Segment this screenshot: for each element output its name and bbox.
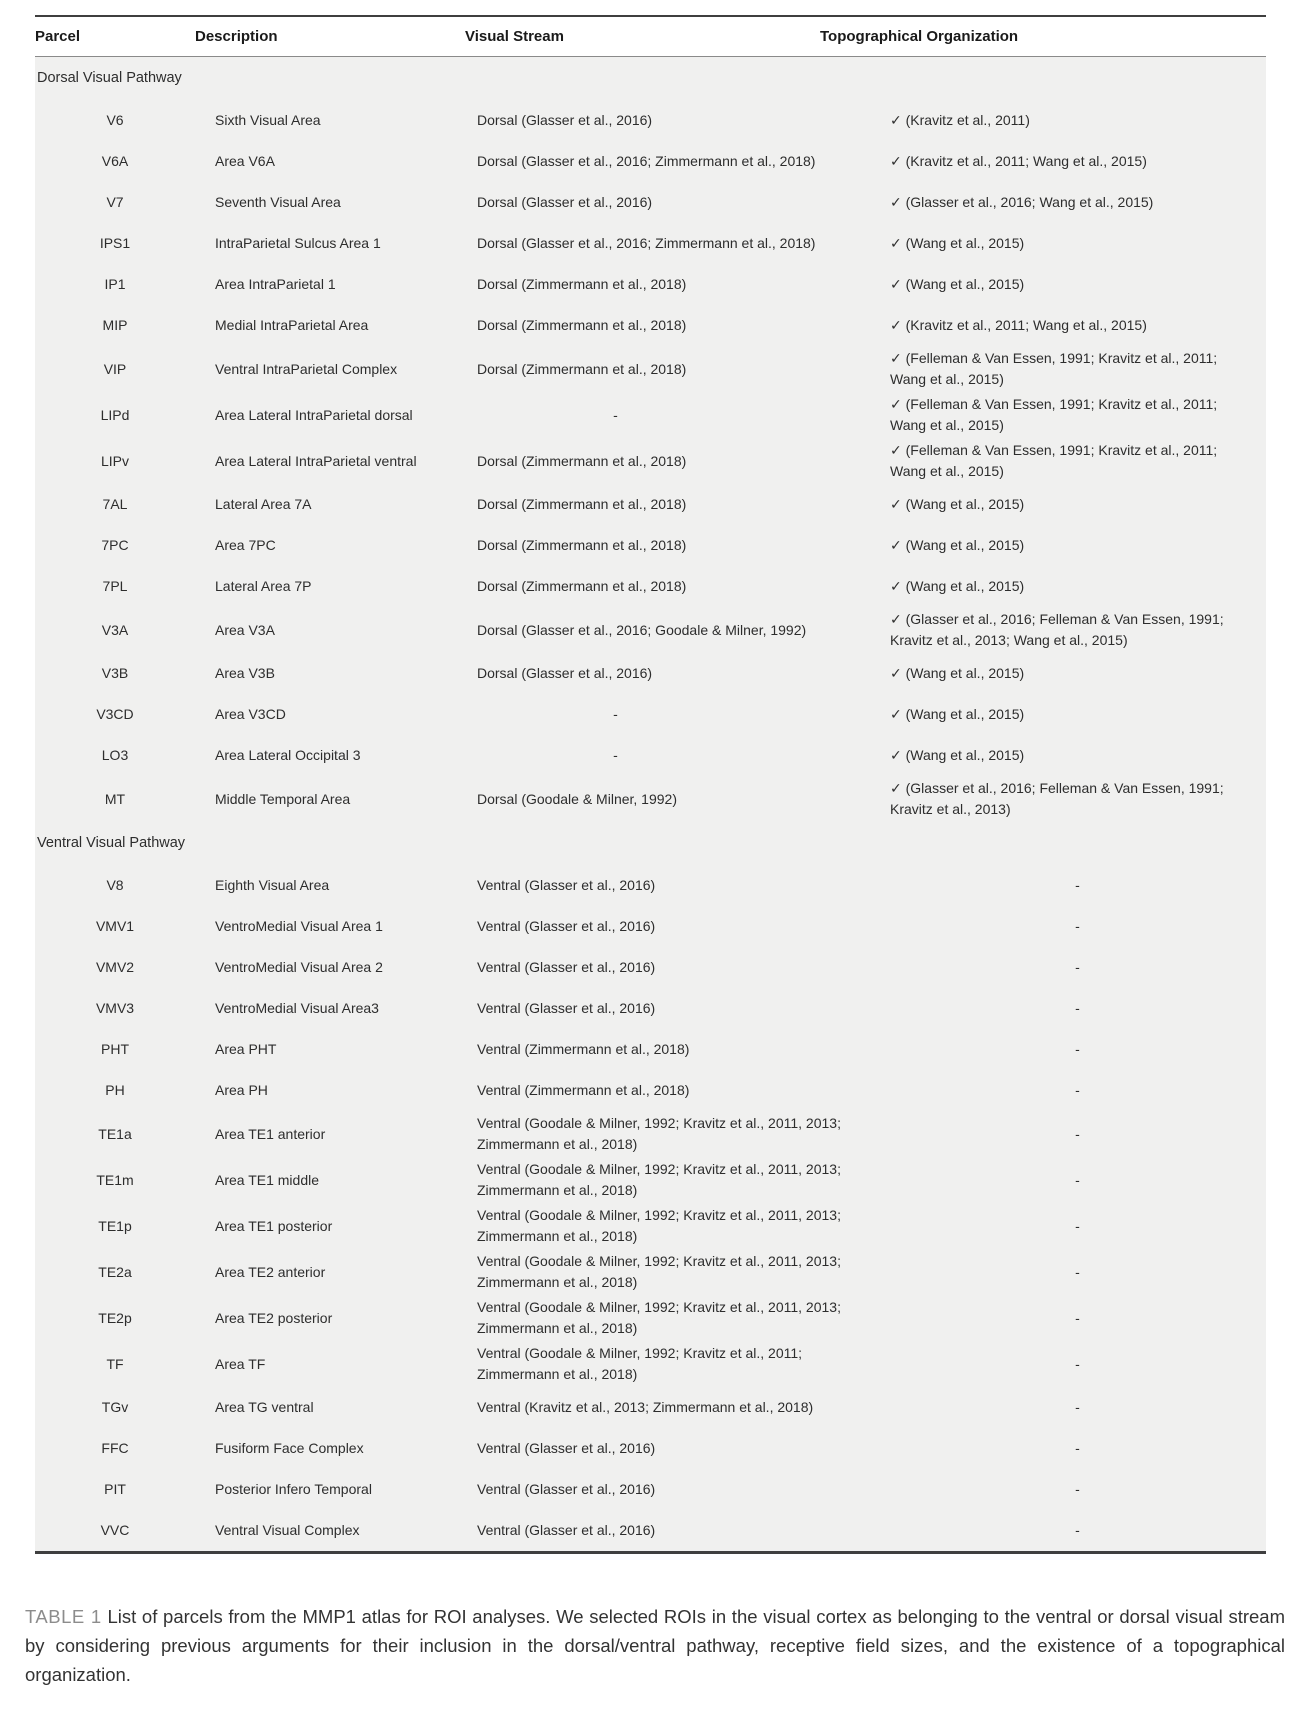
visual-stream-cell: [465, 947, 820, 988]
description-cell: Ventral Visual Complex: [215, 1522, 360, 1538]
table-row: [35, 1070, 1266, 1111]
parcel-cell: PH: [105, 1082, 125, 1098]
visual-stream-cell-text: Dorsal (Zimmermann et al., 2018): [477, 496, 687, 512]
topographical-organization-cell: -: [1075, 1522, 1080, 1538]
description-cell: Area V3CD: [215, 706, 286, 722]
visual-stream-cell-text: Ventral (Glasser et al., 2016): [477, 1522, 656, 1538]
visual-stream-cell-text: Ventral (Glasser et al., 2016): [477, 1440, 656, 1456]
topographical-organization-cell: -: [1075, 959, 1080, 975]
table-row: [35, 1387, 1266, 1428]
visual-stream-cell-text: Dorsal (Zimmermann et al., 2018): [477, 317, 687, 333]
parcel-cell: VVC: [100, 1522, 130, 1538]
parcel-cell: VIP: [103, 360, 127, 377]
description-cell: Area TF: [215, 1355, 266, 1372]
visual-stream-cell-text: Ventral (Glasser et al., 2016): [477, 959, 656, 975]
description-cell: Sixth Visual Area: [215, 112, 321, 128]
visual-stream-cell: [465, 438, 820, 484]
parcel-cell: MT: [104, 790, 126, 807]
visual-stream-cell: [465, 865, 820, 906]
description-cell: Middle Temporal Area: [215, 790, 351, 807]
header-row: [35, 16, 1266, 57]
description-cell: Ventral IntraParietal Complex: [215, 360, 398, 377]
topographical-organization-cell-text: ✓ (Felleman & Van Essen, 1991; Kravitz et al., 2011; Wang et al., 2015): [890, 396, 1218, 433]
topographical-organization-cell-text: ✓ (Kravitz et al., 2011; Wang et al., 2015): [890, 317, 1147, 333]
caption-label: TABLE 1: [25, 1606, 102, 1627]
visual-stream-cell-text: Ventral (Kravitz et al., 2013; Zimmermann et al., 2018): [477, 1399, 814, 1415]
topographical-organization-cell: -: [1075, 1309, 1080, 1326]
table-row: [35, 1111, 1266, 1157]
visual-stream-cell-text: Ventral (Zimmermann et al., 2018): [477, 1082, 690, 1098]
visual-stream-cell-text: Dorsal (Glasser et al., 2016; Zimmermann et al., 2018): [477, 153, 816, 169]
topographical-organization-cell: [820, 182, 1266, 223]
topographical-organization-cell: -: [1075, 1125, 1080, 1142]
caption-text: List of parcels from the MMP1 atlas for ROI analyses. We selected ROIs in the visual cortex as belonging to the ventral or dorsal visual stream by considering previous arguments for their inclusion in the dorsal/ventral pathway, receptive field sizes, and the existence of a topographical organization.: [25, 1606, 1285, 1685]
parcel-cell: V8: [106, 877, 124, 893]
topographical-organization-cell: -: [1075, 1217, 1080, 1234]
topographical-organization-cell-text: ✓ (Wang et al., 2015): [890, 496, 1025, 512]
visual-stream-cell: [465, 525, 820, 566]
parcel-cell: V3CD: [96, 706, 134, 722]
topographical-organization-cell: [820, 525, 1266, 566]
description-cell: IntraParietal Sulcus Area 1: [215, 235, 381, 251]
parcel-cell: TE1m: [96, 1171, 134, 1188]
topographical-organization-cell-text: ✓ (Felleman & Van Essen, 1991; Kravitz et al., 2011; Wang et al., 2015): [890, 442, 1218, 479]
description-cell: Area V3B: [215, 665, 275, 681]
visual-stream-cell-text: Ventral (Glasser et al., 2016): [477, 877, 656, 893]
parcel-cell: TE2a: [98, 1263, 132, 1280]
description-cell: Area 7PC: [215, 537, 276, 553]
parcel-cell: LO3: [101, 747, 129, 763]
visual-stream-cell-text: Dorsal (Zimmermann et al., 2018): [477, 452, 687, 469]
description-cell: VentroMedial Visual Area3: [215, 1000, 379, 1016]
visual-stream-cell: [465, 1070, 820, 1111]
table-row: [35, 566, 1266, 607]
visual-stream-cell: [465, 264, 820, 305]
column-header-description: Description: [195, 28, 278, 45]
topographical-organization-cell-text: ✓ (Glasser et al., 2016; Felleman & Van Essen, 1991; Kravitz et al., 2013): [890, 780, 1224, 817]
visual-stream-cell: [465, 484, 820, 525]
parcel-cell: 7AL: [102, 496, 128, 512]
topographical-organization-cell-text: ✓ (Wang et al., 2015): [890, 578, 1025, 594]
table-row: [35, 607, 1266, 653]
visual-stream-cell: [465, 1341, 820, 1387]
visual-stream-cell: [465, 1157, 841, 1203]
topographical-organization-cell-text: ✓ (Wang et al., 2015): [890, 706, 1025, 722]
description-cell: Eighth Visual Area: [215, 877, 330, 893]
description-cell: Area V3A: [215, 621, 275, 638]
table-row: [35, 947, 1266, 988]
visual-stream-cell-text: Ventral (Goodale & Milner, 1992; Kravitz et al., 2011; Zimmermann et al., 2018): [477, 1345, 803, 1382]
parcel-cell: MIP: [102, 317, 128, 333]
visual-stream-cell: [465, 1387, 820, 1428]
topographical-organization-cell: [820, 607, 1266, 653]
topographical-organization-cell: -: [1075, 1399, 1080, 1415]
column-header-topographical-organization: Topographical Organization: [820, 28, 1019, 45]
section-row: [35, 57, 1266, 101]
topographical-organization-cell: -: [1075, 1263, 1080, 1280]
description-cell: Area V6A: [215, 153, 275, 169]
table-row: [35, 264, 1266, 305]
parcel-cell: V3A: [101, 621, 129, 638]
description-cell: Area TE1 posterior: [215, 1217, 333, 1234]
description-cell: VentroMedial Visual Area 1: [215, 918, 383, 934]
visual-stream-cell: [465, 1203, 841, 1249]
topographical-organization-cell: [820, 392, 1266, 438]
visual-stream-cell-text: Dorsal (Glasser et al., 2016; Goodale & Milner, 1992): [477, 621, 807, 638]
description-cell: Seventh Visual Area: [215, 194, 341, 210]
table-row: [35, 223, 1266, 264]
parcel-cell: V6: [106, 112, 124, 128]
topographical-organization-cell: -: [1075, 1355, 1080, 1372]
visual-stream-cell-text: Ventral (Glasser et al., 2016): [477, 918, 656, 934]
parcel-cell: LIPv: [100, 452, 129, 469]
table-caption: [25, 1602, 1285, 1689]
description-cell: Posterior Infero Temporal: [215, 1481, 372, 1497]
topographical-organization-cell-text: ✓ (Glasser et al., 2016; Wang et al., 2015): [890, 194, 1154, 210]
table-row: [35, 1469, 1266, 1510]
visual-stream-cell-text: Ventral (Goodale & Milner, 1992; Kravitz et al., 2011, 2013; Zimmermann et al., 2018): [477, 1161, 841, 1198]
visual-stream-cell: [465, 182, 820, 223]
table-row: [35, 735, 1266, 776]
visual-stream-cell-text: Ventral (Goodale & Milner, 1992; Kravitz et al., 2011, 2013; Zimmermann et al., 2018): [477, 1207, 841, 1244]
visual-stream-cell-text: Ventral (Goodale & Milner, 1992; Kravitz et al., 2011, 2013; Zimmermann et al., 2018): [477, 1299, 841, 1336]
topographical-organization-cell: [820, 484, 1266, 525]
parcel-cell: 7PL: [102, 578, 128, 594]
table-row: [35, 865, 1266, 906]
visual-stream-cell: -: [613, 706, 618, 722]
topographical-organization-cell-text: ✓ (Wang et al., 2015): [890, 276, 1025, 292]
visual-stream-cell: [465, 988, 820, 1029]
table-row: [35, 1295, 1266, 1341]
table-row: [35, 906, 1266, 947]
section-label: Dorsal Visual Pathway: [37, 70, 182, 86]
topographical-organization-cell: [820, 346, 1266, 392]
parcel-cell: PIT: [104, 1481, 126, 1497]
visual-stream-cell: [465, 1469, 820, 1510]
section-row: [35, 822, 1266, 865]
table-row: [35, 1029, 1266, 1070]
table-row: [35, 100, 1266, 141]
visual-stream-cell: [465, 346, 820, 392]
parcel-cell: 7PC: [101, 537, 129, 553]
parcel-cell: FFC: [101, 1440, 129, 1456]
table-row: [35, 438, 1266, 484]
topographical-organization-cell: -: [1075, 1000, 1080, 1016]
topographical-organization-cell: -: [1075, 1082, 1080, 1098]
visual-stream-cell-text: Ventral (Goodale & Milner, 1992; Kravitz et al., 2011, 2013; Zimmermann et al., 2018): [477, 1253, 841, 1290]
description-cell: Area TE1 middle: [215, 1171, 320, 1188]
visual-stream-cell: [465, 1249, 841, 1295]
visual-stream-cell-text: Dorsal (Zimmermann et al., 2018): [477, 578, 687, 594]
table-row: [35, 776, 1266, 822]
topographical-organization-cell: [820, 694, 1266, 735]
visual-stream-cell-text: Dorsal (Zimmermann et al., 2018): [477, 276, 687, 292]
topographical-organization-cell: [820, 305, 1266, 346]
table-header: [35, 16, 1266, 57]
parcel-cell: TE1p: [98, 1217, 132, 1234]
visual-stream-cell-text: Ventral (Zimmermann et al., 2018): [477, 1041, 690, 1057]
topographical-organization-cell: [820, 141, 1266, 182]
visual-stream-cell: [465, 305, 820, 346]
column-header-parcel: Parcel: [35, 28, 81, 45]
parcel-cell: V7: [106, 194, 124, 210]
visual-stream-cell: [465, 141, 820, 182]
topographical-organization-cell-text: ✓ (Wang et al., 2015): [890, 537, 1025, 553]
visual-stream-cell: [465, 566, 820, 607]
description-cell: Area TE2 posterior: [215, 1309, 333, 1326]
topographical-organization-cell-text: ✓ (Glasser et al., 2016; Felleman & Van Essen, 1991; Kravitz et al., 2013; Wang et al., 2015): [890, 611, 1224, 648]
description-cell: Area Lateral IntraParietal ventral: [215, 452, 417, 469]
description-cell: Lateral Area 7P: [215, 578, 312, 594]
table-row: [35, 988, 1266, 1029]
description-cell: Area PHT: [215, 1041, 277, 1057]
parcel-cell: PHT: [101, 1041, 129, 1057]
section-label: Ventral Visual Pathway: [37, 835, 186, 851]
description-cell: Area TE1 anterior: [215, 1125, 326, 1142]
topographical-organization-cell: [820, 776, 1266, 822]
table-row: [35, 305, 1266, 346]
description-cell: Area PH: [215, 1082, 268, 1098]
topographical-organization-cell: -: [1075, 1041, 1080, 1057]
visual-stream-cell: [465, 653, 820, 694]
table-row: [35, 1510, 1266, 1553]
parcel-cell: V6A: [101, 153, 129, 169]
parcel-cell: TE1a: [98, 1125, 132, 1142]
table-row: [35, 346, 1266, 392]
parcel-cell: IP1: [104, 276, 126, 292]
parcel-cell: TE2p: [98, 1309, 132, 1326]
table-body: [35, 57, 1266, 1553]
parcel-cell: VMV1: [95, 918, 135, 934]
visual-stream-cell-text: Dorsal (Glasser et al., 2016): [477, 194, 653, 210]
visual-stream-cell: [465, 1510, 820, 1553]
table-row: [35, 1203, 1266, 1249]
topographical-organization-cell: [820, 264, 1266, 305]
parcel-cell: V3B: [101, 665, 129, 681]
description-cell: Fusiform Face Complex: [215, 1440, 364, 1456]
topographical-organization-cell: -: [1075, 877, 1080, 893]
parcel-cell: LIPd: [100, 406, 130, 423]
topographical-organization-cell: [820, 735, 1266, 776]
description-cell: VentroMedial Visual Area 2: [215, 959, 383, 975]
visual-stream-cell-text: Dorsal (Glasser et al., 2016): [477, 665, 653, 681]
visual-stream-cell-text: Dorsal (Zimmermann et al., 2018): [477, 360, 687, 377]
visual-stream-cell-text: Ventral (Glasser et al., 2016): [477, 1481, 656, 1497]
topographical-organization-cell-text: ✓ (Kravitz et al., 2011; Wang et al., 2015): [890, 153, 1147, 169]
parcel-cell: VMV2: [95, 959, 135, 975]
topographical-organization-cell: [820, 223, 1266, 264]
parcel-cell: TF: [106, 1355, 124, 1372]
table-row: [35, 1249, 1266, 1295]
description-cell: Lateral Area 7A: [215, 496, 312, 512]
visual-stream-cell-text: Dorsal (Goodale & Milner, 1992): [477, 790, 677, 807]
visual-stream-cell: [465, 906, 820, 947]
topographical-organization-cell: -: [1075, 1481, 1080, 1497]
table-row: [35, 392, 1266, 438]
table-row: [35, 1428, 1266, 1469]
parcel-cell: VMV3: [95, 1000, 135, 1016]
visual-stream-cell: -: [613, 406, 618, 423]
topographical-organization-cell: -: [1075, 1440, 1080, 1456]
topographical-organization-cell: [820, 438, 1266, 484]
table-row: [35, 694, 1266, 735]
topographical-organization-cell-text: ✓ (Kravitz et al., 2011): [890, 112, 1030, 128]
topographical-organization-cell-text: ✓ (Wang et al., 2015): [890, 665, 1025, 681]
parcel-cell: IPS1: [99, 235, 131, 251]
description-cell: Area IntraParietal 1: [215, 276, 336, 292]
visual-stream-cell: [465, 223, 820, 264]
description-cell: Area TG ventral: [215, 1399, 314, 1415]
visual-stream-cell: [465, 1295, 841, 1341]
visual-stream-cell: [465, 1428, 820, 1469]
parcel-cell: TGv: [101, 1399, 129, 1415]
visual-stream-cell-text: Ventral (Goodale & Milner, 1992; Kravitz et al., 2011, 2013; Zimmermann et al., 2018): [477, 1115, 841, 1152]
visual-stream-cell: [465, 776, 820, 822]
description-cell: Medial IntraParietal Area: [215, 317, 369, 333]
description-cell: Area TE2 anterior: [215, 1263, 326, 1280]
visual-stream-cell: [465, 607, 820, 653]
topographical-organization-cell: -: [1075, 918, 1080, 934]
visual-stream-cell-text: Dorsal (Glasser et al., 2016): [477, 112, 653, 128]
visual-stream-cell: [465, 100, 820, 141]
table-row: [35, 141, 1266, 182]
topographical-organization-cell-text: ✓ (Wang et al., 2015): [890, 235, 1025, 251]
table-row: [35, 1157, 1266, 1203]
topographical-organization-cell: -: [1075, 1171, 1080, 1188]
column-header-visual-stream: Visual Stream: [465, 28, 564, 45]
table-row: [35, 182, 1266, 223]
topographical-organization-cell: [820, 653, 1266, 694]
visual-stream-cell: -: [613, 747, 618, 763]
table-row: [35, 1341, 1266, 1387]
topographical-organization-cell: [820, 100, 1266, 141]
topographical-organization-cell: [820, 566, 1266, 607]
visual-stream-cell: [465, 1029, 820, 1070]
visual-stream-cell-text: Dorsal (Glasser et al., 2016; Zimmermann et al., 2018): [477, 235, 816, 251]
table-row: [35, 484, 1266, 525]
visual-stream-cell-text: Ventral (Glasser et al., 2016): [477, 1000, 656, 1016]
visual-stream-cell-text: Dorsal (Zimmermann et al., 2018): [477, 537, 687, 553]
topographical-organization-cell-text: ✓ (Felleman & Van Essen, 1991; Kravitz et al., 2011; Wang et al., 2015): [890, 350, 1218, 387]
visual-stream-cell: [465, 1111, 841, 1157]
description-cell: Area Lateral Occipital 3: [215, 747, 361, 763]
table-row: [35, 653, 1266, 694]
table-row: [35, 525, 1266, 566]
topographical-organization-cell-text: ✓ (Wang et al., 2015): [890, 747, 1025, 763]
description-cell: Area Lateral IntraParietal dorsal: [215, 406, 413, 423]
roi-parcel-table: [35, 15, 1266, 1554]
